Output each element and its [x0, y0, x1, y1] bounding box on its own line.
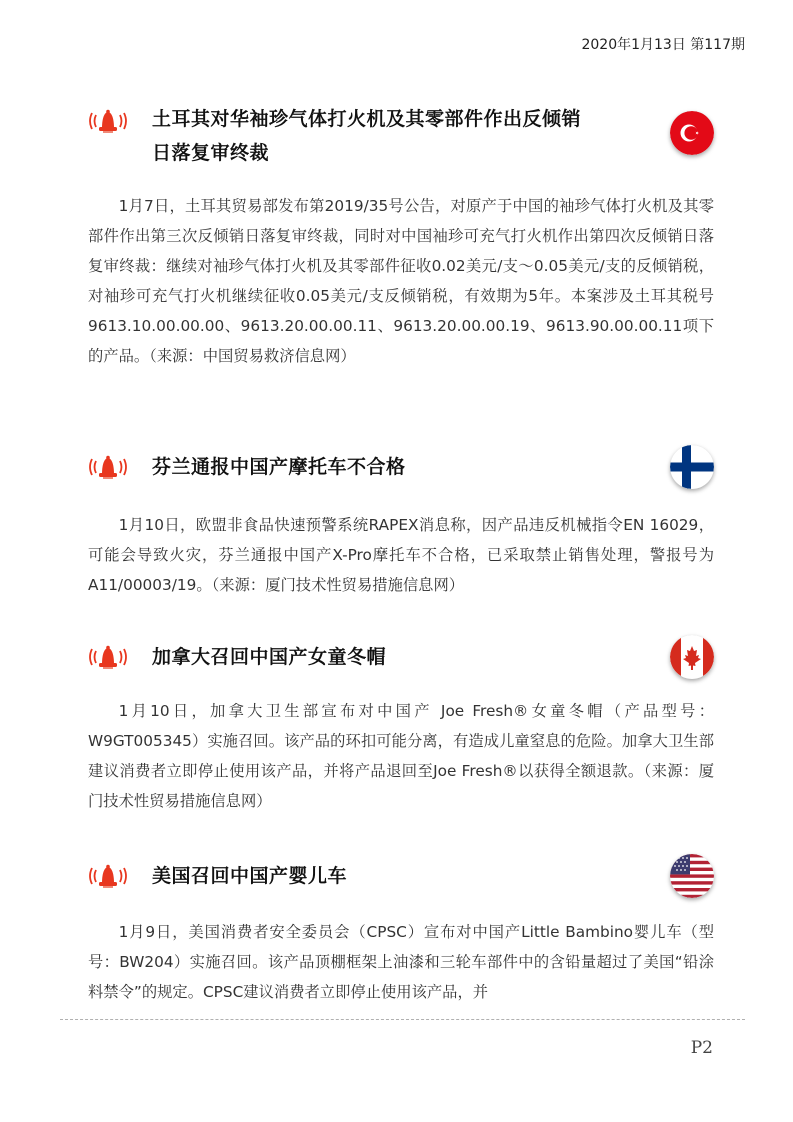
footer-divider [60, 1019, 745, 1020]
article-title-line: 加拿大召回中国产女童冬帽 [152, 646, 387, 668]
news-article-turkey [88, 100, 718, 410]
alarm-bell-icon [88, 642, 128, 672]
article-title [152, 640, 386, 674]
article-title-line: 土耳其对华袖珍气体打火机及其零部件作出反倾销 [152, 108, 582, 130]
article-title-line: 美国召回中国产婴儿车 [152, 865, 348, 887]
finland-flag-icon [670, 445, 714, 489]
canada-flag-icon [670, 635, 714, 679]
issue-date: 2020年1月13日 第117期 [581, 37, 745, 53]
article-title [152, 859, 347, 893]
alarm-bell-icon [88, 861, 128, 891]
turkey-flag-icon [670, 111, 714, 155]
article-body: 1月10日，欧盟非食品快速预警系统RAPEX消息称，因产品违反机械指令EN 16029，可能会导致火灾，芬兰通报中国产X-Pro摩托车不合格，已采取禁止销售处理，警报号为A11/00003/19。（来源：厦门技术性贸易措施信息网） [88, 516, 714, 594]
article-body: 1月9日，美国消费者安全委员会（CPSC）宣布对中国产Little Bambino婴儿车（型号：BW204）实施召回。该产品顶棚框架上油漆和三轮车部件中的含铅量超过了美国“铅涂料禁令”的规定。CPSC建议消费者立即停止使用该产品，并 [88, 923, 714, 1001]
article-title [152, 450, 406, 484]
article-title [152, 102, 581, 170]
page-number: P2 [690, 1038, 713, 1058]
article-title-line: 芬兰通报中国产摩托车不合格 [152, 456, 406, 478]
usa-flag-icon [670, 854, 714, 898]
news-article-finland [88, 450, 718, 610]
news-article-usa [88, 859, 718, 1009]
article-title-line: 日落复审终裁 [152, 142, 270, 164]
alarm-bell-icon [88, 106, 128, 136]
news-article-canada [88, 640, 718, 830]
alarm-bell-icon [88, 452, 128, 482]
article-body: 1月10日，加拿大卫生部宣布对中国产 Joe Fresh®女童冬帽（产品型号：W9GT005345）实施召回。该产品的环扣可能分离，有造成儿童窒息的危险。加拿大卫生部建议消费者立即停止使用该产品，并将产品退回至Joe Fresh®以获得全额退款。（来源：厦门技术性贸易措施信息网） [88, 702, 714, 810]
article-body: 1月7日，土耳其贸易部发布第2019/35号公告，对原产于中国的袖珍气体打火机及其零部件作出第三次反倾销日落复审终裁，同时对中国袖珍可充气打火机作出第四次反倾销日落复审终裁：继续对袖珍气体打火机及其零部件征收0.02美元/支～0.05美元/支的反倾销税，对袖珍可充气打火机继续征收0.05美元/支反倾销税，有效期为5年。本案涉及土耳其税号9613.10.00.00.00、9613.20.00.00.11、9613.20.00.00.19、9613.90.00.00.11项下的产品。（来源：中国贸易救济信息网） [88, 197, 714, 365]
